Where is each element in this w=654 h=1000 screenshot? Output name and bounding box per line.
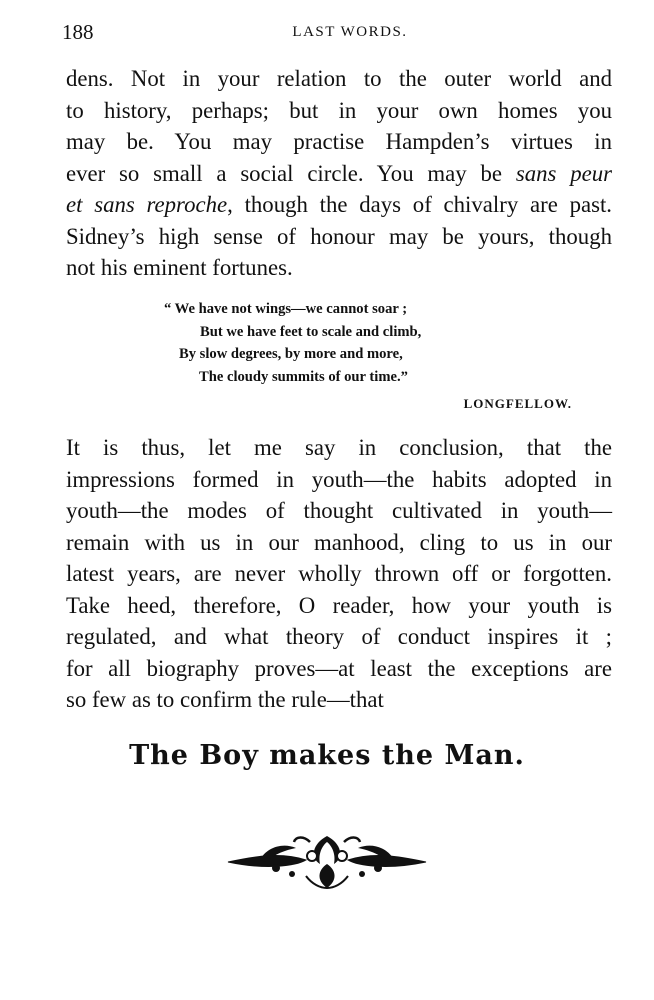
paragraph-line: Take heed, therefore, O reader, how your youth is xyxy=(66,592,612,618)
paragraph-line: so few as to confirm the rule—that xyxy=(66,687,384,712)
floral-tailpiece-ornament-icon xyxy=(226,830,428,892)
running-title: LAST WORDS. xyxy=(292,24,408,40)
paragraph-line: to history, perhaps; but in your own homes you xyxy=(66,97,612,123)
italic-phrase: sans peur xyxy=(515,160,612,186)
paragraph-line: for all biography proves—at least the exceptions are xyxy=(66,655,612,681)
page-header xyxy=(62,20,614,50)
italic-phrase: et sans reproche xyxy=(66,192,228,217)
paragraph-line: It is thus, let me say in conclusion, that the xyxy=(66,435,612,460)
paragraph-line xyxy=(66,158,612,190)
paragraph-line: Sidney’s high sense of honour may be yours, though xyxy=(66,223,612,249)
poem-line: But we have feet to scale and climb, xyxy=(200,323,422,340)
paragraph-line: regulated, and what theory of conduct inspires it ; xyxy=(66,624,612,649)
paragraph-1 xyxy=(66,63,612,284)
poem-line: “ We have not wings—we cannot soar ; xyxy=(164,301,408,317)
motto-blackletter: The Boy makes the Man. xyxy=(129,740,525,771)
line-text: ever so small a social circle. You may be xyxy=(66,160,516,186)
paragraph-line: not his eminent fortunes. xyxy=(66,255,293,280)
paragraph-line: may be. You may practise Hampden’s virtues in xyxy=(66,129,612,154)
paragraph-2 xyxy=(66,432,612,716)
paragraph-line: remain with us in our manhood, cling to us in our xyxy=(66,529,612,555)
paragraph-line: latest years, are never wholly thrown off or forgotten. xyxy=(66,561,612,586)
poem-attribution: LONGFELLOW. xyxy=(463,396,572,411)
poem-line: The cloudy summits of our time.” xyxy=(199,368,408,385)
paragraph-line: youth—the modes of thought cultivated in youth— xyxy=(66,498,612,523)
poem-line: By slow degrees, by more and more, xyxy=(179,346,403,362)
line-text: , though the days of chivalry are past. xyxy=(227,192,612,217)
page-number: 188 xyxy=(62,20,94,44)
paragraph-line: impressions formed in youth—the habits adopted in xyxy=(66,466,612,492)
paragraph-line xyxy=(66,189,612,221)
paragraph-line: dens. Not in your relation to the outer world and xyxy=(66,66,612,91)
